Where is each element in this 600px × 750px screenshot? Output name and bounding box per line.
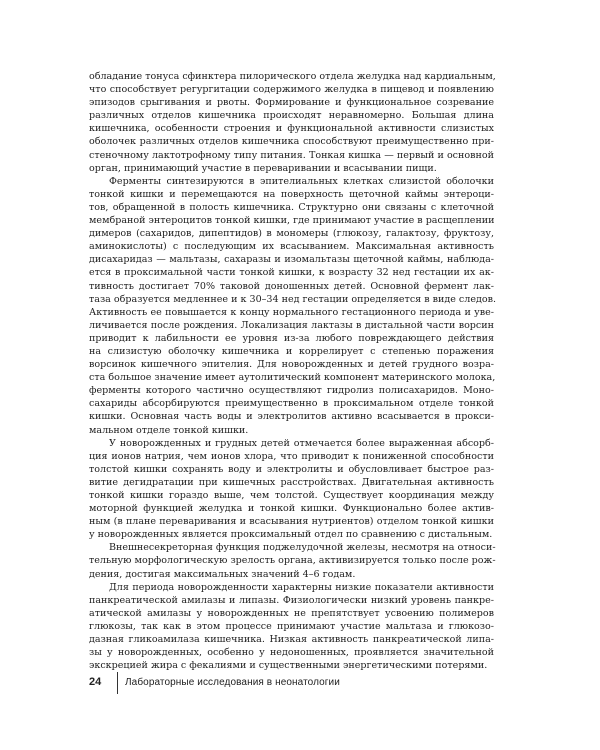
paragraph xyxy=(89,175,497,437)
text-line: сахариды абсорбируются преимущественно в проксимальном отделе тонкой xyxy=(89,398,494,410)
text-line: тов, обращенной в полость кишечника. Структурно они связаны с клеточной xyxy=(89,201,494,213)
paragraph xyxy=(89,581,494,673)
text-line: Для периода новорожденности характерны низкие показатели активности xyxy=(109,581,494,593)
text-line: личивается после рождения. Локализация лактазы в дистальной части ворсин xyxy=(89,319,494,331)
text-line: ным (в плане переваривания и всасывания нутриентов) отделом тонкой кишки xyxy=(89,516,494,528)
text-line: атической амилазы у новорожденных не препятствует усвоению полимеров xyxy=(89,607,494,619)
text-line: ферменты которого частично осуществляют гидролиз полисахаридов. Моно- xyxy=(89,385,494,397)
text-line: эпизодов срыгивания и рвоты. Формирование и функциональное созревание xyxy=(89,97,494,109)
text-line: димеров (сахаридов, дипептидов) в мономеры (глюкозу, галактозу, фруктозу, xyxy=(89,228,494,240)
text-line: таза образуется медленнее и к 30–34 нед гестации определяется в виде следов. xyxy=(89,293,497,305)
paragraph xyxy=(89,70,494,175)
text-line: что способствует регургитации содержимого желудка в пищевод и появлению xyxy=(89,84,494,96)
text-line: ется в проксимальной части тонкой кишки, к возрасту 32 нед гестации их ак- xyxy=(89,267,494,279)
page-footer xyxy=(89,672,509,694)
text-line: ворсинок кишечного эпителия. Для новорожденных и детей грудного возра- xyxy=(89,359,494,371)
text-line: тивность достигает 70% таковой доношенных детей. Основной фермент лак- xyxy=(89,280,494,292)
text-line: Ферменты синтезируются в эпителиальных клетках слизистой оболочки xyxy=(109,175,494,187)
text-line: Активность ее повышается к концу нормального гестационного периода и уве- xyxy=(89,306,494,318)
paragraph xyxy=(89,437,494,542)
text-line: кишечника, особенности строения и функциональной активности слизистых xyxy=(89,123,494,135)
text-line: оболочек различных отделов кишечника способствуют преимущественно при- xyxy=(89,136,494,148)
text-line: тонкой кишки гораздо выше, чем толстой. Существует координация между xyxy=(89,490,494,501)
text-line: аминокислоты) с последующим их всасыванием. Максимальная активность xyxy=(89,241,494,253)
text-line: дазная гликоамилаза кишечника. Низкая активность панкреатической липа- xyxy=(89,634,494,646)
text-line: моторной функцией желудка и тонкой кишки. Функционально более актив- xyxy=(89,503,494,515)
text-line: мембраной энтероцитов тонкой кишки, где принимают участие в расщеплении xyxy=(89,215,495,227)
text-line: тонкой кишки и перемещаются на поверхность щеточной каймы энтероци- xyxy=(89,188,494,200)
text-line: на слизистую оболочку кишечника и коррелирует с степенью поражения xyxy=(89,345,494,357)
footer-divider xyxy=(117,672,118,694)
text-line: зы у новорожденных, особенно у недоношенных, проявляется значительной xyxy=(89,647,494,659)
text-line: глюкозы, так как в этом процессе принимают участие мальтаза и глюкозо- xyxy=(89,620,494,632)
text-line: мальном отделе тонкой кишки. xyxy=(89,424,249,436)
text-line: дения, достигая максимальных значений 4–6 годам. xyxy=(89,568,356,580)
page-number: 24 xyxy=(89,676,102,688)
text-line: толстой кишки сохранять воду и электролиты и обусловливает быстрое раз- xyxy=(89,463,494,475)
paragraph xyxy=(89,541,494,580)
text-line: дисахаридаз — мальтазы, сахаразы и изомальтазы щеточной каймы, наблюда- xyxy=(89,254,494,266)
text-line: панкреатической амилазы и липазы. Физиологически низкий уровень панкре- xyxy=(89,594,494,606)
text-line: тельную морфологическую зрелость органа, активизируется только после рож- xyxy=(89,555,496,567)
text-line: ста большое значение имеет аутолитический компонент материнского молока, xyxy=(89,372,496,384)
body-text xyxy=(89,70,497,672)
running-title: Лабораторные исследования в неонатологии xyxy=(125,677,340,688)
text-line: орган, принимающий участие в переваривании и всасывании пищи. xyxy=(89,162,437,174)
text-line: кишки. Основная часть воды и электролитов активно всасывается в прокси- xyxy=(89,411,494,423)
text-line: витие дегидратации при кишечных расстройствах. Двигательная активность xyxy=(89,476,494,488)
text-line: экскрецией жира с фекалиями и существенными энергетическими потерями. xyxy=(89,660,488,672)
text-line: у новорожденных является проксимальный отдел по сравнению с дистальным. xyxy=(89,529,493,541)
text-line: ция ионов натрия, чем ионов хлора, что приводит к пониженной способности xyxy=(89,450,494,462)
text-line: различных отделов кишечника происходят неравномерно. Большая длина xyxy=(89,110,494,122)
text-line: приводит к лабильности ее уровня из-за любого повреждающего действия xyxy=(89,332,494,344)
text-line: обладание тонуса сфинктера пилорического отдела желудка над кардиальным, xyxy=(89,71,496,82)
text-line: Внешнесекреторная функция поджелудочной железы, несмотря на относи- xyxy=(109,542,496,554)
text-line: стеночному лактотрофному типу питания. Тонкая кишка — первый и основной xyxy=(89,149,494,161)
text-line: У новорожденных и грудных детей отмечается более выраженная абсорб- xyxy=(109,437,494,449)
